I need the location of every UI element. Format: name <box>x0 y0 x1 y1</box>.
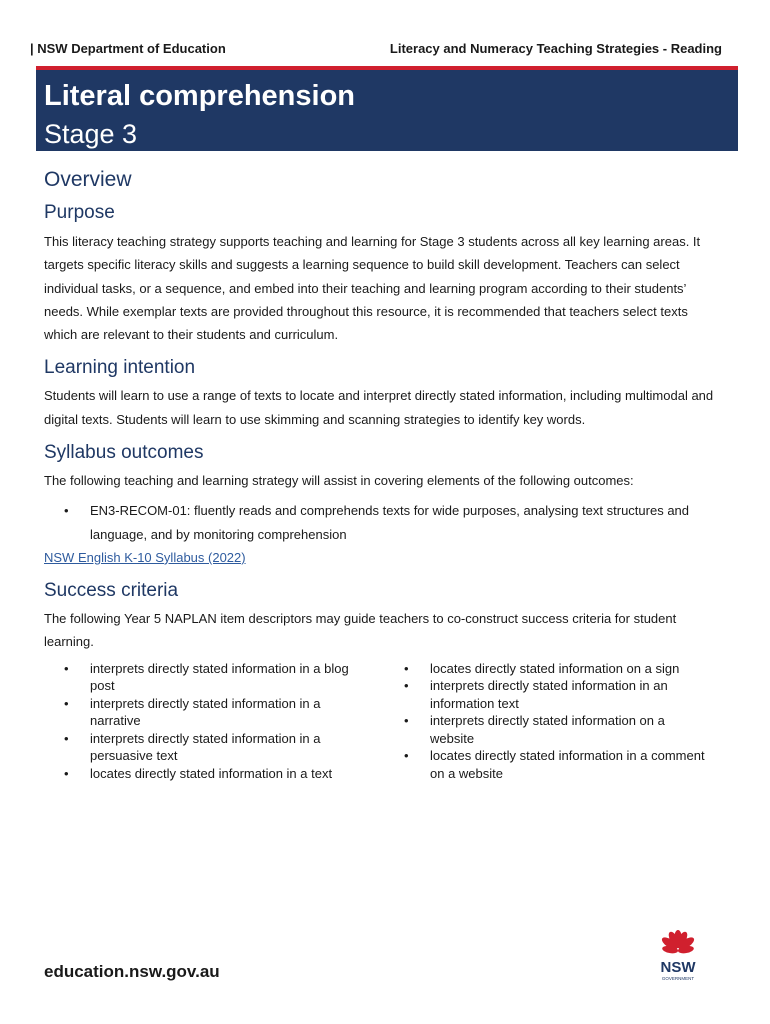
criteria-item: • locates directly stated information in a text <box>44 765 384 783</box>
criteria-item: • interprets directly stated information in a blog post <box>44 660 384 695</box>
success-criteria-left <box>44 660 384 783</box>
criteria-item: • locates directly stated information on a sign <box>384 660 724 678</box>
page-title: Literal comprehension <box>44 80 356 112</box>
criteria-item: • interprets directly stated information on a website <box>384 712 724 747</box>
learning-intention-heading: Learning intention <box>44 357 196 379</box>
header-document-title: Literacy and Numeracy Teaching Strategies - Reading <box>389 41 722 56</box>
syllabus-link[interactable]: NSW English K-10 Syllabus (2022) <box>44 549 246 565</box>
footer-url: education.nsw.gov.au <box>44 962 220 981</box>
title-banner <box>36 66 738 151</box>
purpose-heading: Purpose <box>44 202 115 223</box>
learning-intention-text: Students will learn to use a range of texts to locate and interpret directly stated information, including multimodal and digital texts. Students will learn to use skimming and scanning strategies to identify key words. <box>44 388 714 427</box>
outcomes-list <box>44 499 724 546</box>
purpose-text: This literacy teaching strategy supports teaching and learning for Stage 3 students across all key learning areas. It targets specific literacy skills and suggests a learning sequence to build skill development. Teachers can select individual tasks, or a sequence, and embed into their teaching and learning program according to their students’ needs. While exemplar texts are provided throughout this resource, it is recommended that teachers select texts which are relevant to their students and curriculum. <box>44 234 701 343</box>
header-department: | NSW Department of Education <box>30 41 226 56</box>
outcome-item: • EN3-RECOM-01: fluently reads and comprehends texts for wide purposes, analysing text structures and language, and by monitoring comprehension <box>44 499 724 546</box>
success-criteria-right <box>384 660 724 783</box>
main-content <box>44 168 724 782</box>
success-criteria-columns <box>44 660 724 783</box>
nsw-government-logo-icon <box>648 925 708 985</box>
overview-heading: Overview <box>44 168 132 191</box>
criteria-item: • interprets directly stated information in a persuasive text <box>44 730 384 765</box>
logo-subtext: GOVERNMENT <box>661 976 695 981</box>
criteria-item: • locates directly stated information in a comment on a website <box>384 747 724 782</box>
criteria-item: • interprets directly stated information in an information text <box>384 677 724 712</box>
success-criteria-heading: Success criteria <box>44 579 179 601</box>
syllabus-outcomes-heading: Syllabus outcomes <box>44 442 204 464</box>
criteria-item: • interprets directly stated information in a narrative <box>44 695 384 730</box>
logo-text: NSW <box>660 959 696 976</box>
page-subtitle: Stage 3 <box>44 119 138 149</box>
syllabus-intro: The following teaching and learning strategy will assist in covering elements of the following outcomes: <box>44 473 634 489</box>
success-intro: The following Year 5 NAPLAN item descriptors may guide teachers to co-construct success criteria for student learning. <box>44 610 677 650</box>
